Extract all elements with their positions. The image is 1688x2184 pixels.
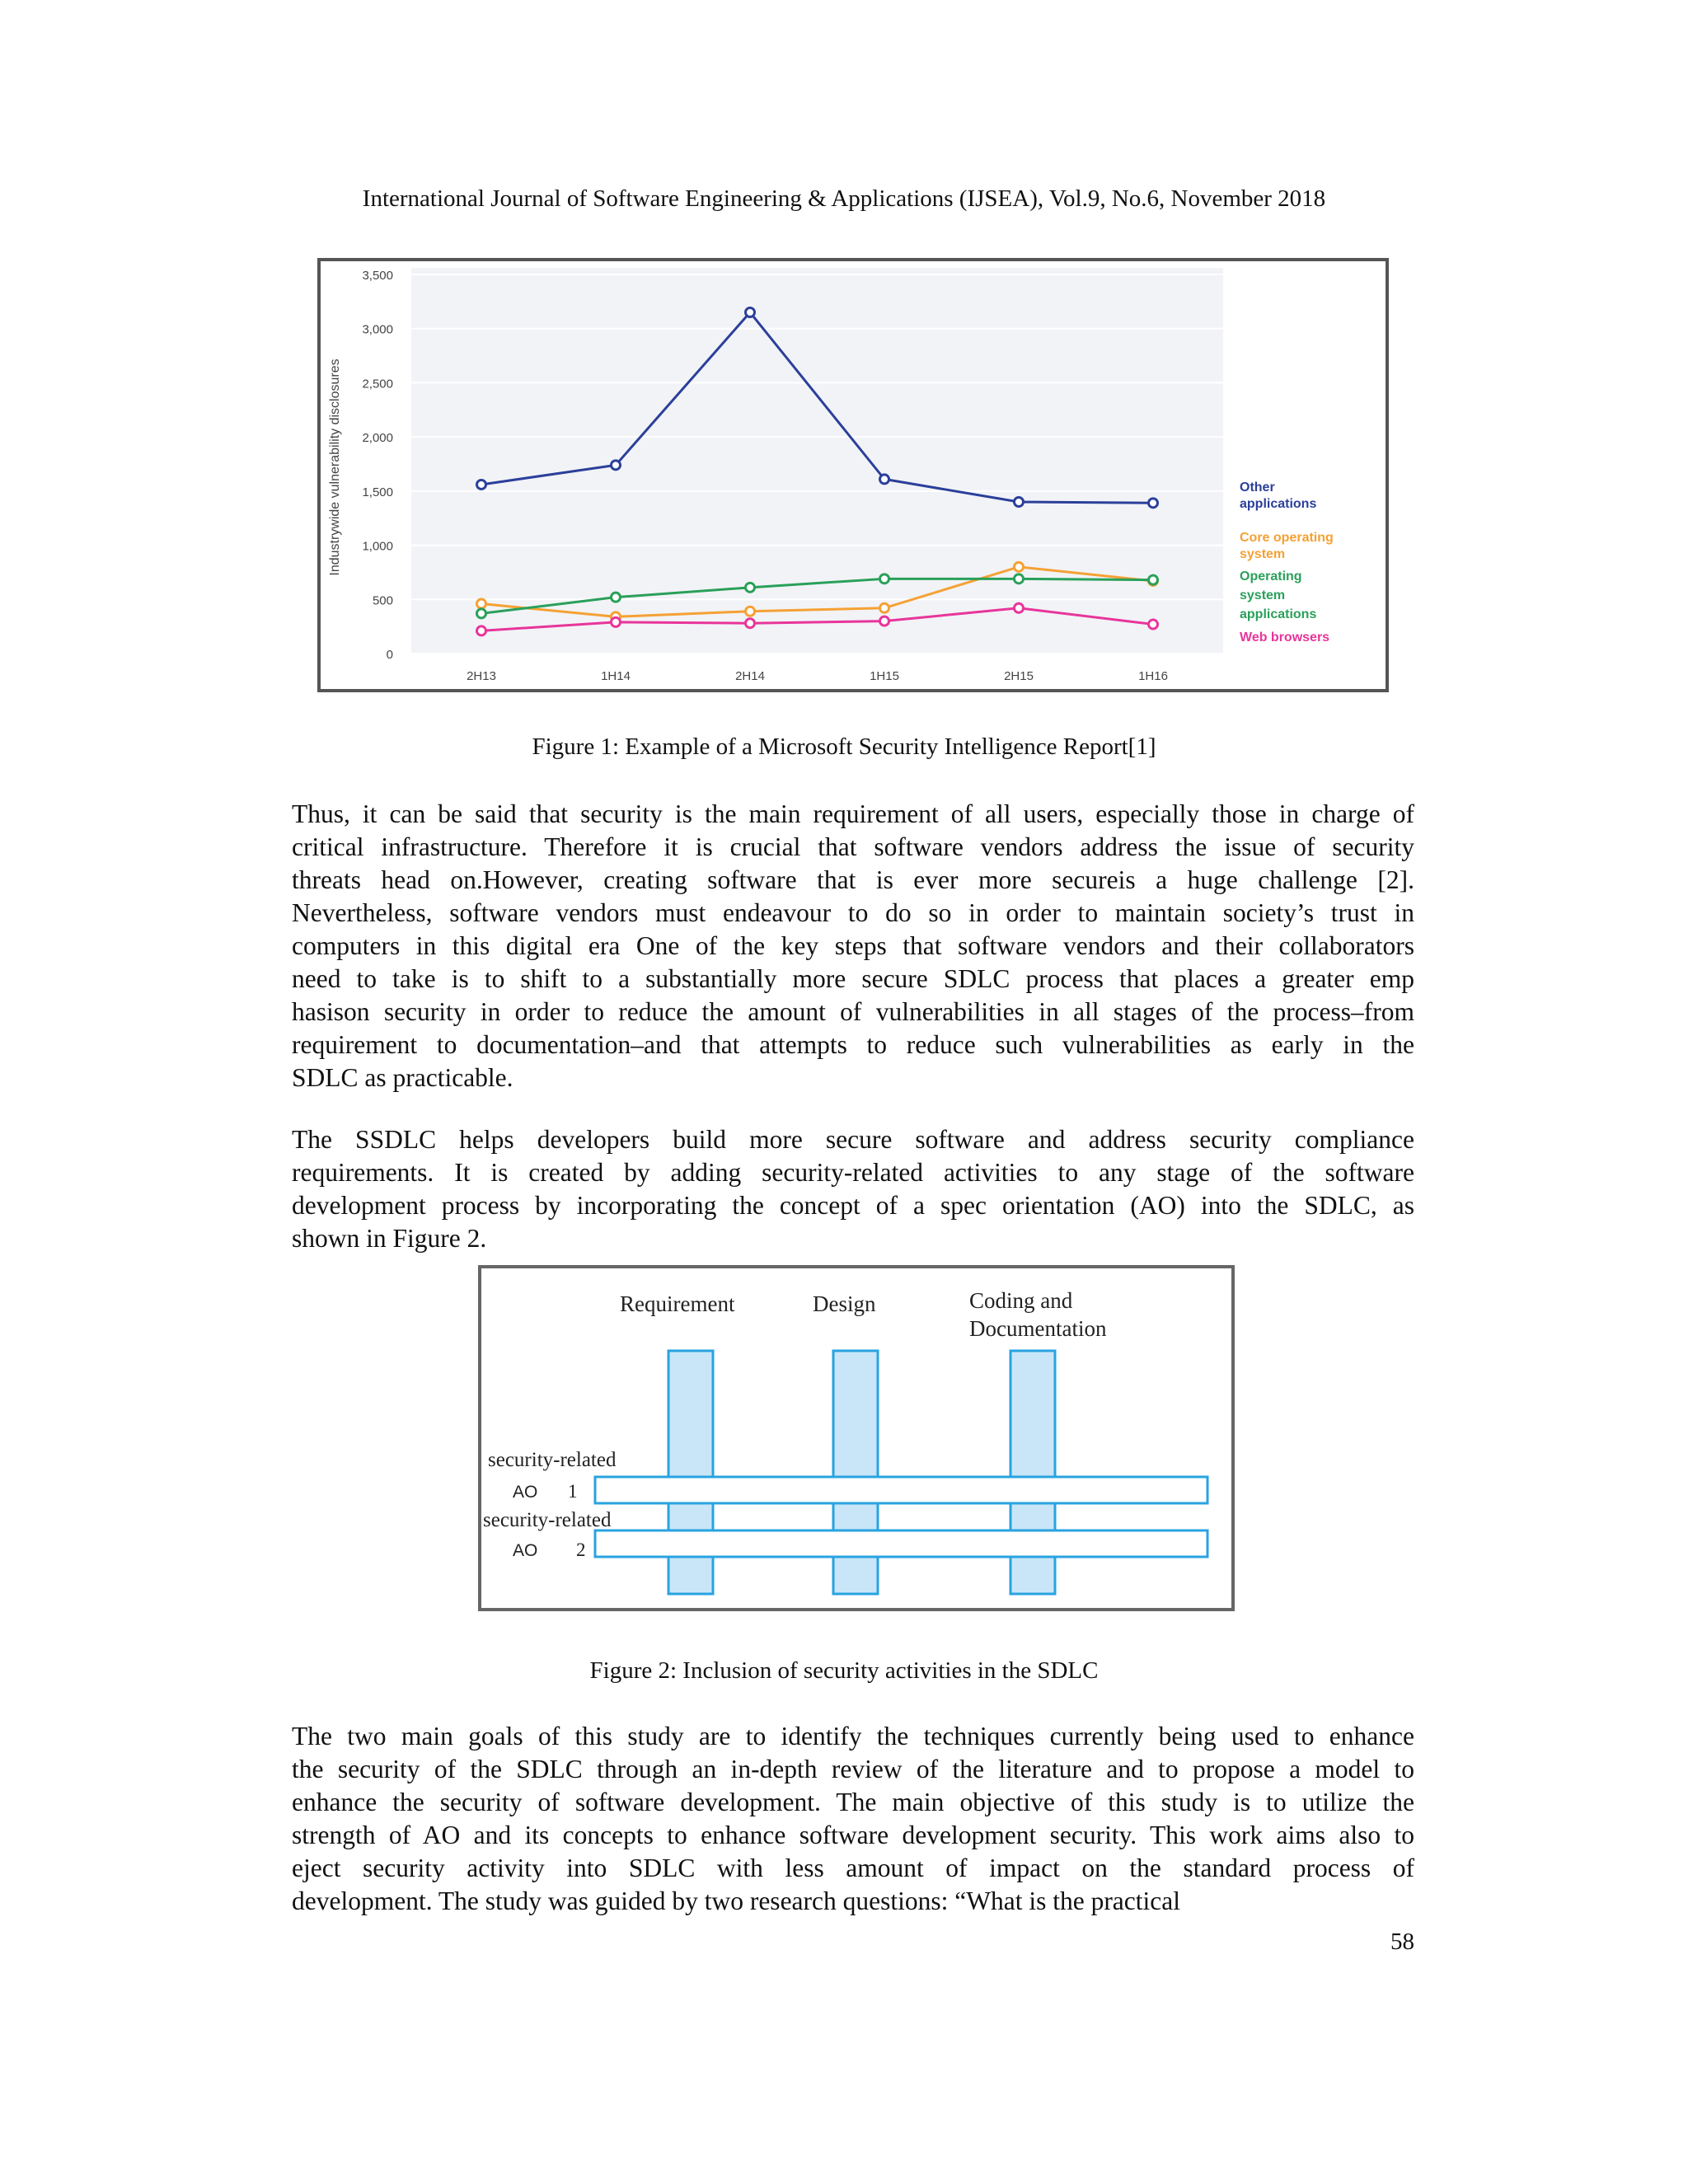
x-tick-label: 2H13: [467, 669, 496, 683]
text-line: The two main goals of this study are to identify the techniques currently being used to enhance: [292, 1722, 1414, 1750]
y-tick-label: 1,000: [362, 539, 393, 554]
text-line: eject security activity into SDLC with less amount of impact on the standard process of: [292, 1854, 1414, 1882]
text-line: shown in Figure 2.: [292, 1224, 487, 1253]
data-point: [477, 599, 486, 608]
paragraph-3: [292, 1720, 1414, 1918]
text-line: the security of the SDLC through an in-depth review of the literature and to propose a model to: [292, 1755, 1414, 1783]
ao2-sub: AO: [513, 1541, 538, 1560]
data-point: [746, 583, 755, 592]
plot-area: [411, 268, 1223, 654]
y-tick-label: 0: [386, 648, 393, 662]
text-line: The SSDLC helps developers build more secure software and address security compliance: [292, 1125, 1414, 1154]
running-header: International Journal of Software Engineering & Applications (IJSEA), Vol.9, No.6, November 2018: [362, 185, 1326, 212]
data-point: [880, 574, 889, 583]
data-point: [1015, 603, 1024, 612]
text-line: SDLC as practicable.: [292, 1063, 513, 1092]
text-line: development. The study was guided by two research questions: “What is the practical: [292, 1886, 1180, 1915]
text-line: Thus, it can be said that security is the main requirement of all users, especially those in charge of: [292, 799, 1414, 828]
data-point: [612, 461, 621, 470]
text-line: requirement to documentation–and that attempts to reduce such vulnerabilities as early in the: [292, 1030, 1414, 1059]
y-axis-label: Industrywide vulnerability disclosures: [328, 359, 342, 576]
y-tick-label: 2,500: [362, 377, 393, 391]
text-line: hasison security in order to reduce the amount of vulnerabilities in all stages of the process–from: [292, 997, 1414, 1026]
data-point: [1015, 562, 1024, 571]
x-tick-label: 2H14: [735, 669, 765, 683]
y-tick-label: 3,500: [362, 269, 393, 283]
stage-requirement: Requirement: [620, 1291, 735, 1316]
legend-entry: applications: [1240, 497, 1317, 511]
figure2-diagram: [478, 1265, 1235, 1611]
page-number: 58: [1390, 1929, 1414, 1955]
data-point: [880, 603, 889, 612]
legend-entry: Other: [1240, 480, 1275, 494]
data-point: [477, 609, 486, 618]
data-point: [1149, 499, 1158, 508]
data-point: [1149, 620, 1158, 629]
y-tick-label: 2,000: [362, 431, 393, 446]
ao1-bar: [595, 1477, 1207, 1503]
text-line: requirements. It is created by adding security-related activities to any stage of the software: [292, 1158, 1414, 1187]
legend-entry: system: [1240, 588, 1286, 602]
data-point: [1015, 498, 1024, 507]
ao2-bar: [595, 1530, 1207, 1557]
sdlc-diagram-svg: [481, 1268, 1231, 1608]
y-tick-label: 500: [372, 593, 393, 608]
text-line: development process by incorporating the concept of a spec orientation (AO) into the SDLC, as: [292, 1191, 1414, 1220]
y-tick-label: 3,000: [362, 322, 393, 337]
stage-design: Design: [813, 1291, 876, 1316]
y-tick-label: 1,500: [362, 485, 393, 499]
text-line: Nevertheless, software vendors must endeavour to do so in order to maintain society’s trust in: [292, 898, 1414, 927]
figure1-caption: Figure 1: Example of a Microsoft Security Intelligence Report[1]: [532, 733, 1156, 760]
data-point: [1149, 575, 1158, 584]
legend-entry: applications: [1240, 607, 1317, 621]
legend-entry: system: [1240, 547, 1286, 561]
text-line: strength of AO and its concepts to enhance software development security. This work aims also to: [292, 1821, 1414, 1849]
data-point: [746, 619, 755, 628]
x-tick-label: 2H15: [1004, 669, 1034, 683]
paragraph-2: [292, 1123, 1414, 1255]
data-point: [880, 475, 889, 484]
legend-entry: Web browsers: [1240, 630, 1330, 644]
stage-coding: Coding and: [969, 1288, 1073, 1313]
data-point: [746, 308, 755, 317]
ao1-label: security-related: [488, 1449, 617, 1471]
data-point: [477, 480, 486, 489]
x-tick-label: 1H16: [1138, 669, 1168, 683]
text-line: threats head on.However, creating software that is ever more secureis a huge challenge [2].: [292, 865, 1414, 894]
ao2-label: security-related: [483, 1509, 612, 1531]
data-point: [746, 607, 755, 616]
legend-entry: Core operating: [1240, 531, 1334, 545]
stage-documentation: Documentation: [969, 1316, 1107, 1341]
data-point: [612, 593, 621, 602]
figure2-caption: Figure 2: Inclusion of security activities in the SDLC: [589, 1657, 1099, 1684]
x-tick-label: 1H15: [870, 669, 899, 683]
ao1-num: 1: [568, 1481, 578, 1502]
text-line: enhance the security of software development. The main objective of this study is to utilize the: [292, 1788, 1414, 1816]
data-point: [477, 626, 486, 635]
legend-entry: Operating: [1240, 569, 1302, 583]
x-tick-label: 1H14: [601, 669, 631, 683]
ao1-sub: AO: [513, 1483, 538, 1502]
data-point: [612, 617, 621, 626]
text-line: need to take is to shift to a substantially more secure SDLC process that places a greater emp: [292, 964, 1414, 993]
line-chart-svg: [321, 261, 1386, 689]
text-line: computers in this digital era One of the key steps that software vendors and their collaborators: [292, 931, 1414, 960]
paragraph-1: [292, 798, 1414, 1094]
text-line: critical infrastructure. Therefore it is crucial that software vendors address the issue of security: [292, 832, 1414, 861]
data-point: [1015, 574, 1024, 583]
data-point: [880, 616, 889, 626]
ao2-num: 2: [576, 1540, 586, 1560]
figure1-chart: [317, 258, 1389, 692]
